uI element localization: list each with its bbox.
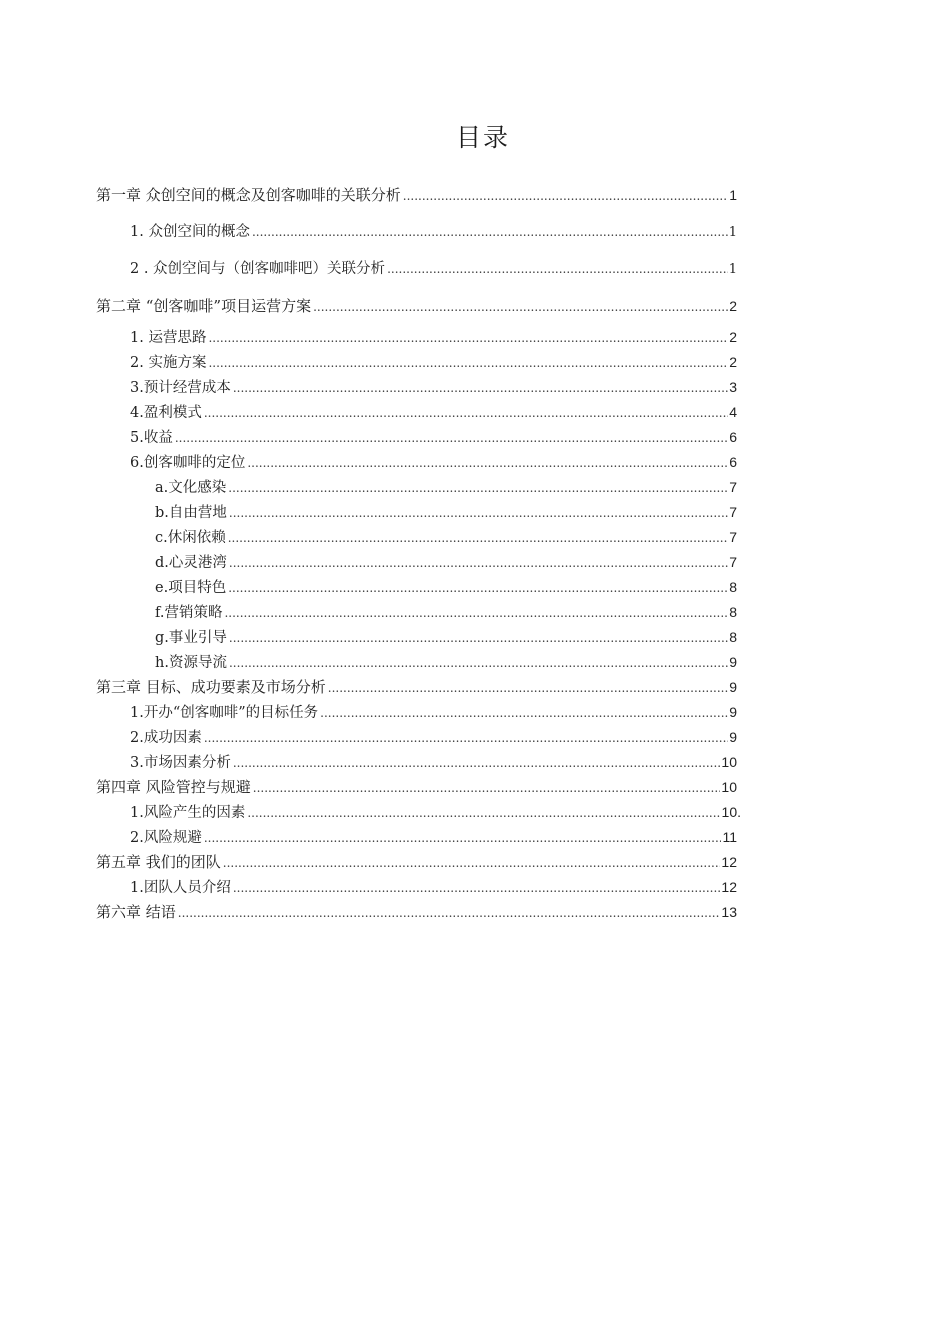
toc-entry[interactable] xyxy=(130,452,737,472)
toc-entry[interactable] xyxy=(155,527,737,547)
toc-label: 1. 运营思路 xyxy=(130,330,207,346)
toc-page-number: 10 xyxy=(721,779,737,795)
toc-label: 5.收益 xyxy=(130,430,173,446)
page-title: 目录 xyxy=(455,123,510,152)
dot-leader xyxy=(204,403,728,423)
toc-page-number: 13 xyxy=(721,904,737,920)
toc-page-number: 7 xyxy=(729,554,737,570)
dot-leader xyxy=(228,478,728,498)
toc-entry[interactable] xyxy=(130,727,737,747)
toc-page-number: 7 xyxy=(729,504,737,520)
toc-page-number: 10 xyxy=(721,754,737,770)
toc-page-number: 10. xyxy=(721,804,741,820)
toc-page-number: 2 xyxy=(729,329,737,345)
dot-leader xyxy=(229,503,728,523)
toc-label: 4.盈利模式 xyxy=(130,405,202,421)
dot-leader xyxy=(204,828,722,848)
toc-label: 6.创客咖啡的定位 xyxy=(130,455,246,471)
dot-leader xyxy=(233,878,721,898)
toc-page-number: 6 xyxy=(729,429,737,445)
toc-entry[interactable] xyxy=(130,377,737,397)
toc-label: a.文化感染 xyxy=(155,480,227,496)
toc-entry[interactable] xyxy=(130,802,741,822)
dot-leader xyxy=(313,297,728,317)
toc-page-number: 8 xyxy=(729,579,737,595)
toc-label: 第三章 目标、成功要素及市场分析 xyxy=(96,678,326,696)
toc-entry-chapter-5[interactable] xyxy=(96,852,737,872)
toc-label: 第五章 我们的团队 xyxy=(96,853,221,871)
toc-entry-chapter-6[interactable] xyxy=(96,902,737,922)
toc-label: e.项目特色 xyxy=(155,580,227,596)
toc-page-number: 12 xyxy=(721,854,737,870)
toc-page-number: 1 xyxy=(728,225,737,240)
toc-entry-chapter-4[interactable] xyxy=(96,777,737,797)
dot-leader xyxy=(403,186,728,206)
dot-leader xyxy=(387,259,728,279)
dot-leader xyxy=(228,578,728,598)
toc-label: 2 . 众创空间与（创客咖啡吧）关联分析 xyxy=(130,261,386,277)
toc-label: c.休闲依赖 xyxy=(155,530,226,546)
toc-label: 1.开办“创客咖啡”的目标任务 xyxy=(130,705,319,721)
toc-entry[interactable] xyxy=(130,327,737,347)
toc-page-number: 9 xyxy=(729,704,737,720)
toc-page-number: 1 xyxy=(729,187,737,203)
toc-entry-chapter-1[interactable] xyxy=(96,185,737,205)
toc-label: b.自由营地 xyxy=(155,505,227,521)
toc-page-number: 2 xyxy=(729,354,737,370)
toc-entry[interactable] xyxy=(130,752,737,772)
toc-label: 2. 实施方案 xyxy=(130,355,207,371)
toc-entry[interactable] xyxy=(155,652,737,672)
toc-entry-chapter-3[interactable] xyxy=(96,677,737,697)
toc-label: 第二章 “创客咖啡”项目运营方案 xyxy=(96,297,312,315)
toc-page-number: 2 xyxy=(729,298,737,314)
dot-leader xyxy=(253,778,721,798)
toc-entry[interactable] xyxy=(130,222,737,242)
toc-entry[interactable] xyxy=(130,877,737,897)
toc-label: f.营销策略 xyxy=(155,605,223,621)
toc-entry[interactable] xyxy=(130,352,737,372)
dot-leader xyxy=(175,428,728,448)
toc-entry[interactable] xyxy=(155,627,737,647)
dot-leader xyxy=(328,678,728,698)
toc-label: 1.风险产生的因素 xyxy=(130,805,246,821)
dot-leader xyxy=(229,653,728,673)
toc-page-number: 11 xyxy=(722,829,737,845)
dot-leader xyxy=(233,753,721,773)
dot-leader xyxy=(228,528,728,548)
toc-page-number: 7 xyxy=(729,479,737,495)
dot-leader xyxy=(223,853,721,873)
toc-label: 2.成功因素 xyxy=(130,730,202,746)
toc-label: 1.团队人员介绍 xyxy=(130,880,231,896)
toc-page-number: 6 xyxy=(729,454,737,470)
toc-entry-chapter-2[interactable] xyxy=(96,296,737,316)
toc-entry[interactable] xyxy=(130,259,737,279)
toc-entry[interactable] xyxy=(130,427,737,447)
toc-page-number: 8 xyxy=(729,604,737,620)
toc-page-number: 7 xyxy=(729,529,737,545)
dot-leader xyxy=(208,328,728,348)
dot-leader xyxy=(247,453,728,473)
toc-page-number: 3 xyxy=(729,379,737,395)
toc-label: g.事业引导 xyxy=(155,630,227,646)
toc-entry[interactable] xyxy=(130,827,737,847)
dot-leader xyxy=(204,728,728,748)
toc-label: 3.预计经营成本 xyxy=(130,380,231,396)
toc-label: 第六章 结语 xyxy=(96,903,176,921)
toc-page-number: 9 xyxy=(729,729,737,745)
toc-entry[interactable] xyxy=(155,602,737,622)
toc-page-number: 12 xyxy=(721,879,737,895)
dot-leader xyxy=(247,803,720,823)
toc-entry[interactable] xyxy=(155,552,737,572)
dot-leader xyxy=(233,378,728,398)
toc-entry[interactable] xyxy=(130,702,737,722)
toc-page-number: 1 xyxy=(728,262,737,277)
dot-leader xyxy=(229,628,728,648)
toc-label: h.资源导流 xyxy=(155,655,227,671)
toc-label: 3.市场因素分析 xyxy=(130,755,231,771)
toc-page-number: 8 xyxy=(729,629,737,645)
toc-page-number: 9 xyxy=(729,679,737,695)
toc-label: 第一章 众创空间的概念及创客咖啡的关联分析 xyxy=(96,186,401,204)
dot-leader xyxy=(252,222,728,242)
dot-leader xyxy=(208,353,728,373)
toc-page-number: 9 xyxy=(729,654,737,670)
toc-page-number: 4 xyxy=(729,404,737,420)
toc-entry[interactable] xyxy=(155,477,737,497)
toc-label: 第四章 风险管控与规避 xyxy=(96,778,251,796)
toc-label: 1. 众创空间的概念 xyxy=(130,224,250,240)
dot-leader xyxy=(224,603,728,623)
toc-entry[interactable] xyxy=(155,577,737,597)
dot-leader xyxy=(320,703,728,723)
toc-entry[interactable] xyxy=(130,402,737,422)
dot-leader xyxy=(229,553,728,573)
toc-label: 2.风险规避 xyxy=(130,830,202,846)
toc-label: d.心灵港湾 xyxy=(155,555,227,571)
dot-leader xyxy=(178,903,721,923)
toc-entry[interactable] xyxy=(155,502,737,522)
